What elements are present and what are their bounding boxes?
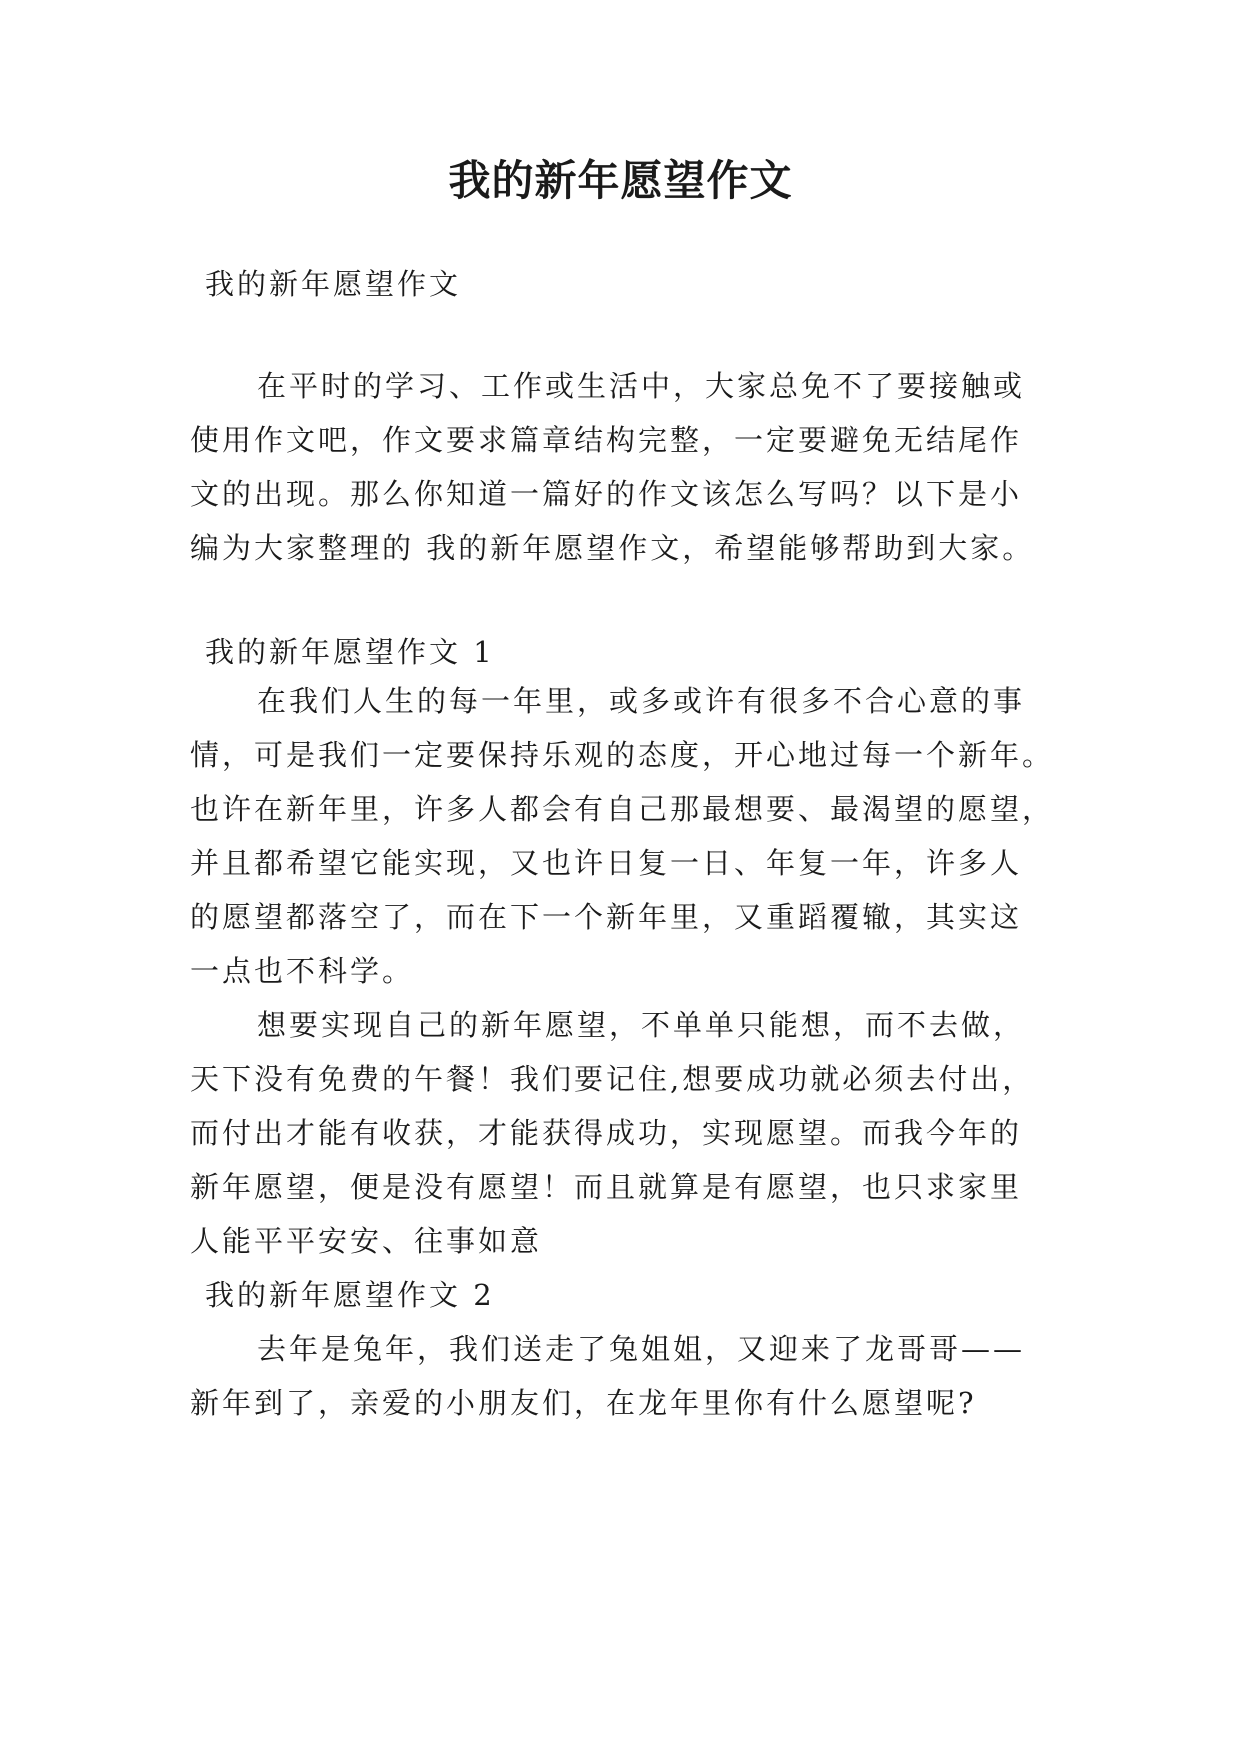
essay1-para2-line-1: 想要实现自己的新年愿望，不单单只能想，而不去做， [257,1008,1026,1042]
intro-line-1: 在平时的学习、工作或生活中，大家总免不了要接触或 [257,369,1026,403]
essay1-para1-line-3: 也许在新年里，许多人都会有自己那最想要、最渴望的愿望， [190,792,1055,826]
intro-line-4: 编为大家整理的 我的新年愿望作文，希望能够帮助到大家。 [190,531,1035,565]
essay1-para1-line-1: 在我们人生的每一年里，或多或许有很多不合心意的事 [257,684,1026,718]
essay1-para1-line-4: 并且都希望它能实现，又也许日复一日、年复一年，许多人 [190,846,1023,880]
essay1-heading: 我的新年愿望作文 1 [205,635,495,669]
essay1-para2-line-3: 而付出才能有收获，才能获得成功，实现愿望。而我今年的 [190,1116,1023,1150]
essay2-para1-line-2: 新年到了，亲爱的小朋友们，在龙年里你有什么愿望呢? [190,1386,977,1420]
document-title: 我的新年愿望作文 [448,156,793,205]
essay1-para1-line-5: 的愿望都落空了，而在下一个新年里，又重蹈覆辙，其实这 [190,900,1023,934]
essay2-para1-line-1: 去年是兔年，我们送走了兔姐姐，又迎来了龙哥哥—— [257,1332,1026,1366]
essay2-heading: 我的新年愿望作文 2 [205,1278,495,1312]
essay1-para2-line-4: 新年愿望，便是没有愿望！而且就算是有愿望，也只求家里 [190,1170,1023,1204]
intro-line-3: 文的出现。那么你知道一篇好的作文该怎么写吗？以下是小 [190,477,1023,511]
essay1-para1-line-6: 一点也不科学。 [190,954,415,988]
essay1-para2-line-5: 人能平平安安、往事如意 [190,1224,543,1258]
essay1-para2-line-2: 天下没有免费的午餐！我们要记住,想要成功就必须去付出， [190,1062,1035,1096]
essay1-para1-line-2: 情，可是我们一定要保持乐观的态度，开心地过每一个新年。 [190,738,1055,772]
subtitle: 我的新年愿望作文 [205,267,462,301]
intro-line-2: 使用作文吧，作文要求篇章结构完整，一定要避免无结尾作 [190,423,1023,457]
